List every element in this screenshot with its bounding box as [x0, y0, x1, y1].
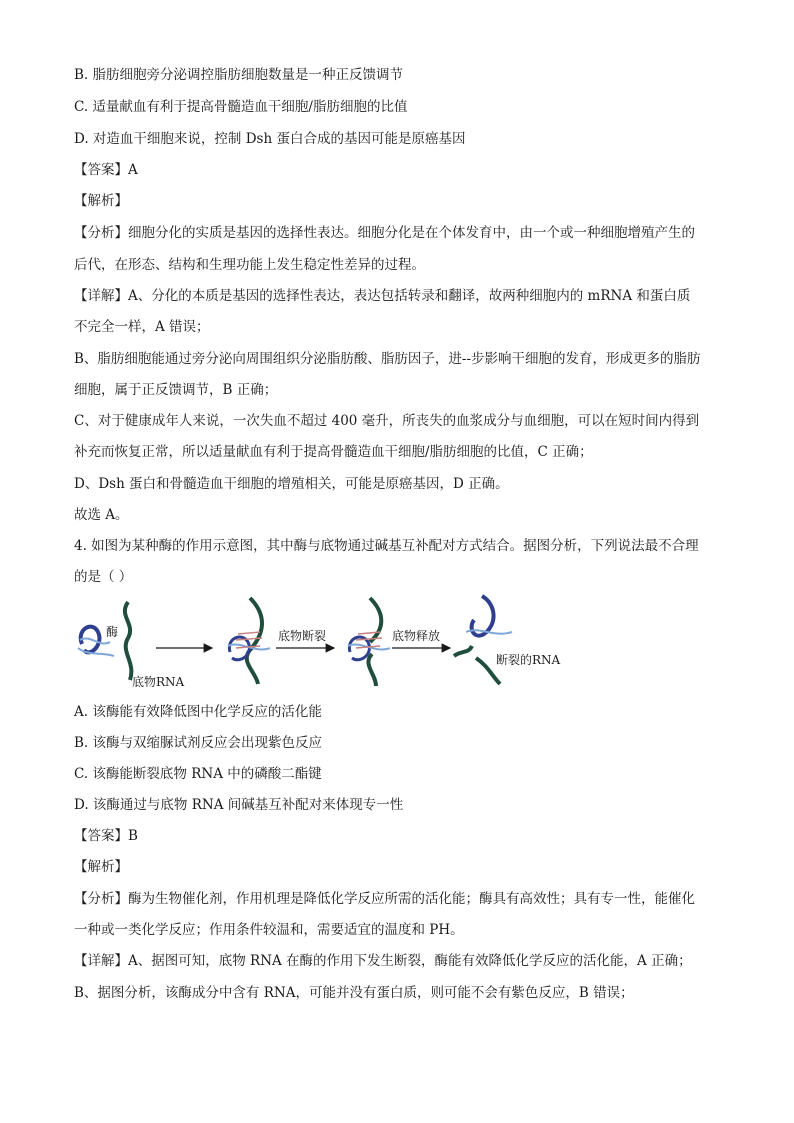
- q4-option-b: B. 该酶与双缩脲试剂反应会出现紫色反应: [74, 735, 323, 751]
- stage4-broken-rna-left: [454, 646, 472, 656]
- q3-fenxi-line2: 后代，在形态、结构和生理功能上发生稳定性差异的过程。: [74, 257, 425, 273]
- label-broken-rna: 断裂的RNA: [496, 653, 561, 667]
- label-enzyme: 酶: [106, 625, 119, 639]
- q3-fenxi-line1: 【分析】细胞分化的实质是基因的选择性表达。细胞分化是在个体发育中，由一个或一种细胞增殖产生的: [74, 225, 695, 241]
- q3-d-line1: D、Dsh 蛋白和骨髓造血干细胞的增殖相关，可能是原癌基因，D 正确。: [74, 476, 509, 492]
- q3-answer: 【答案】A: [74, 162, 138, 178]
- q4-answer: 【答案】B: [74, 828, 138, 844]
- q3-c-line2: 补充而恢复正常，所以适量献血有利于提高骨髓造血干细胞/脂肪细胞的比值，C 正确；: [74, 444, 593, 460]
- q4-b-line1: B、据图分析，该酶成分中含有 RNA，可能并没有蛋白质，则可能不会有紫色反应，B 错误；: [74, 985, 634, 1001]
- q3-analysis-heading: 【解析】: [74, 193, 128, 209]
- q4-option-c: C. 该酶能断裂底物 RNA 中的磷酸二酯键: [74, 766, 322, 782]
- q3-xiangjie-line2: 不完全一样，A 错误；: [74, 319, 210, 335]
- stage1-substrate-rna: [125, 602, 131, 680]
- q3-c-line1: C、对于健康成年人来说，一次失血不超过 400 毫升，所丧失的血浆成分与血细胞，可以在短时间内得到: [74, 413, 700, 429]
- q3-b-line1: B、脂肪细胞能通过旁分泌向周围组织分泌脂肪酸、脂肪因子，进--步影响干细胞的发育，形成更多的脂肪: [74, 351, 701, 367]
- q4-analysis-heading: 【解析】: [74, 859, 128, 875]
- q3-option-d: D. 对造血干细胞来说，控制 Dsh 蛋白合成的基因可能是原癌基因: [74, 131, 466, 147]
- stage4-released-enzyme-icon: [466, 596, 512, 636]
- label-substrate-rna: 底物RNA: [132, 675, 185, 689]
- stage3-broken-complex-icon: [348, 598, 390, 686]
- q4-fenxi-line2: 一种或一类化学反应；作用条件较温和，需要适宜的温度和 PH。: [74, 922, 464, 938]
- q4-stem-line2: 的是（ ）: [74, 569, 133, 585]
- stage2-complex-icon: [228, 598, 270, 684]
- q4-xiangjie-line1: 【详解】A、据图可知，底物 RNA 在酶的作用下发生断裂，酶能有效降低化学反应的活化能，A 正确；: [74, 953, 692, 969]
- enzyme-mechanism-figure: [70, 592, 580, 692]
- label-substrate-release: 底物释放: [392, 629, 441, 643]
- q4-fenxi-line1: 【分析】酶为生物催化剂，作用机理是降低化学反应所需的活化能；酶具有高效性；具有专一性，能催化: [74, 891, 695, 907]
- label-substrate-break: 底物断裂: [278, 629, 327, 643]
- q4-stem-line1: 4. 如图为某种酶的作用示意图，其中酶与底物通过碱基互补配对方式结合。据图分析，下列说法最不合理: [74, 538, 699, 554]
- q3-option-b: B. 脂肪细胞旁分泌调控脂肪细胞数量是一种正反馈调节: [74, 67, 404, 83]
- q4-option-d: D. 该酶通过与底物 RNA 间碱基互补配对来体现专一性: [74, 797, 404, 813]
- q4-option-a: A. 该酶能有效降低图中化学反应的活化能: [74, 704, 322, 720]
- q3-conclusion: 故选 A。: [74, 507, 129, 523]
- q3-option-c: C. 适量献血有利于提高骨髓造血干细胞/脂肪细胞的比值: [74, 99, 408, 115]
- q3-xiangjie-line1: 【详解】A、分化的本质是基因的选择性表达，表达包括转录和翻译，故两种细胞内的 mRNA 和蛋白质: [74, 288, 691, 304]
- q3-b-line2: 细胞，属于正反馈调节，B 正确；: [74, 382, 278, 398]
